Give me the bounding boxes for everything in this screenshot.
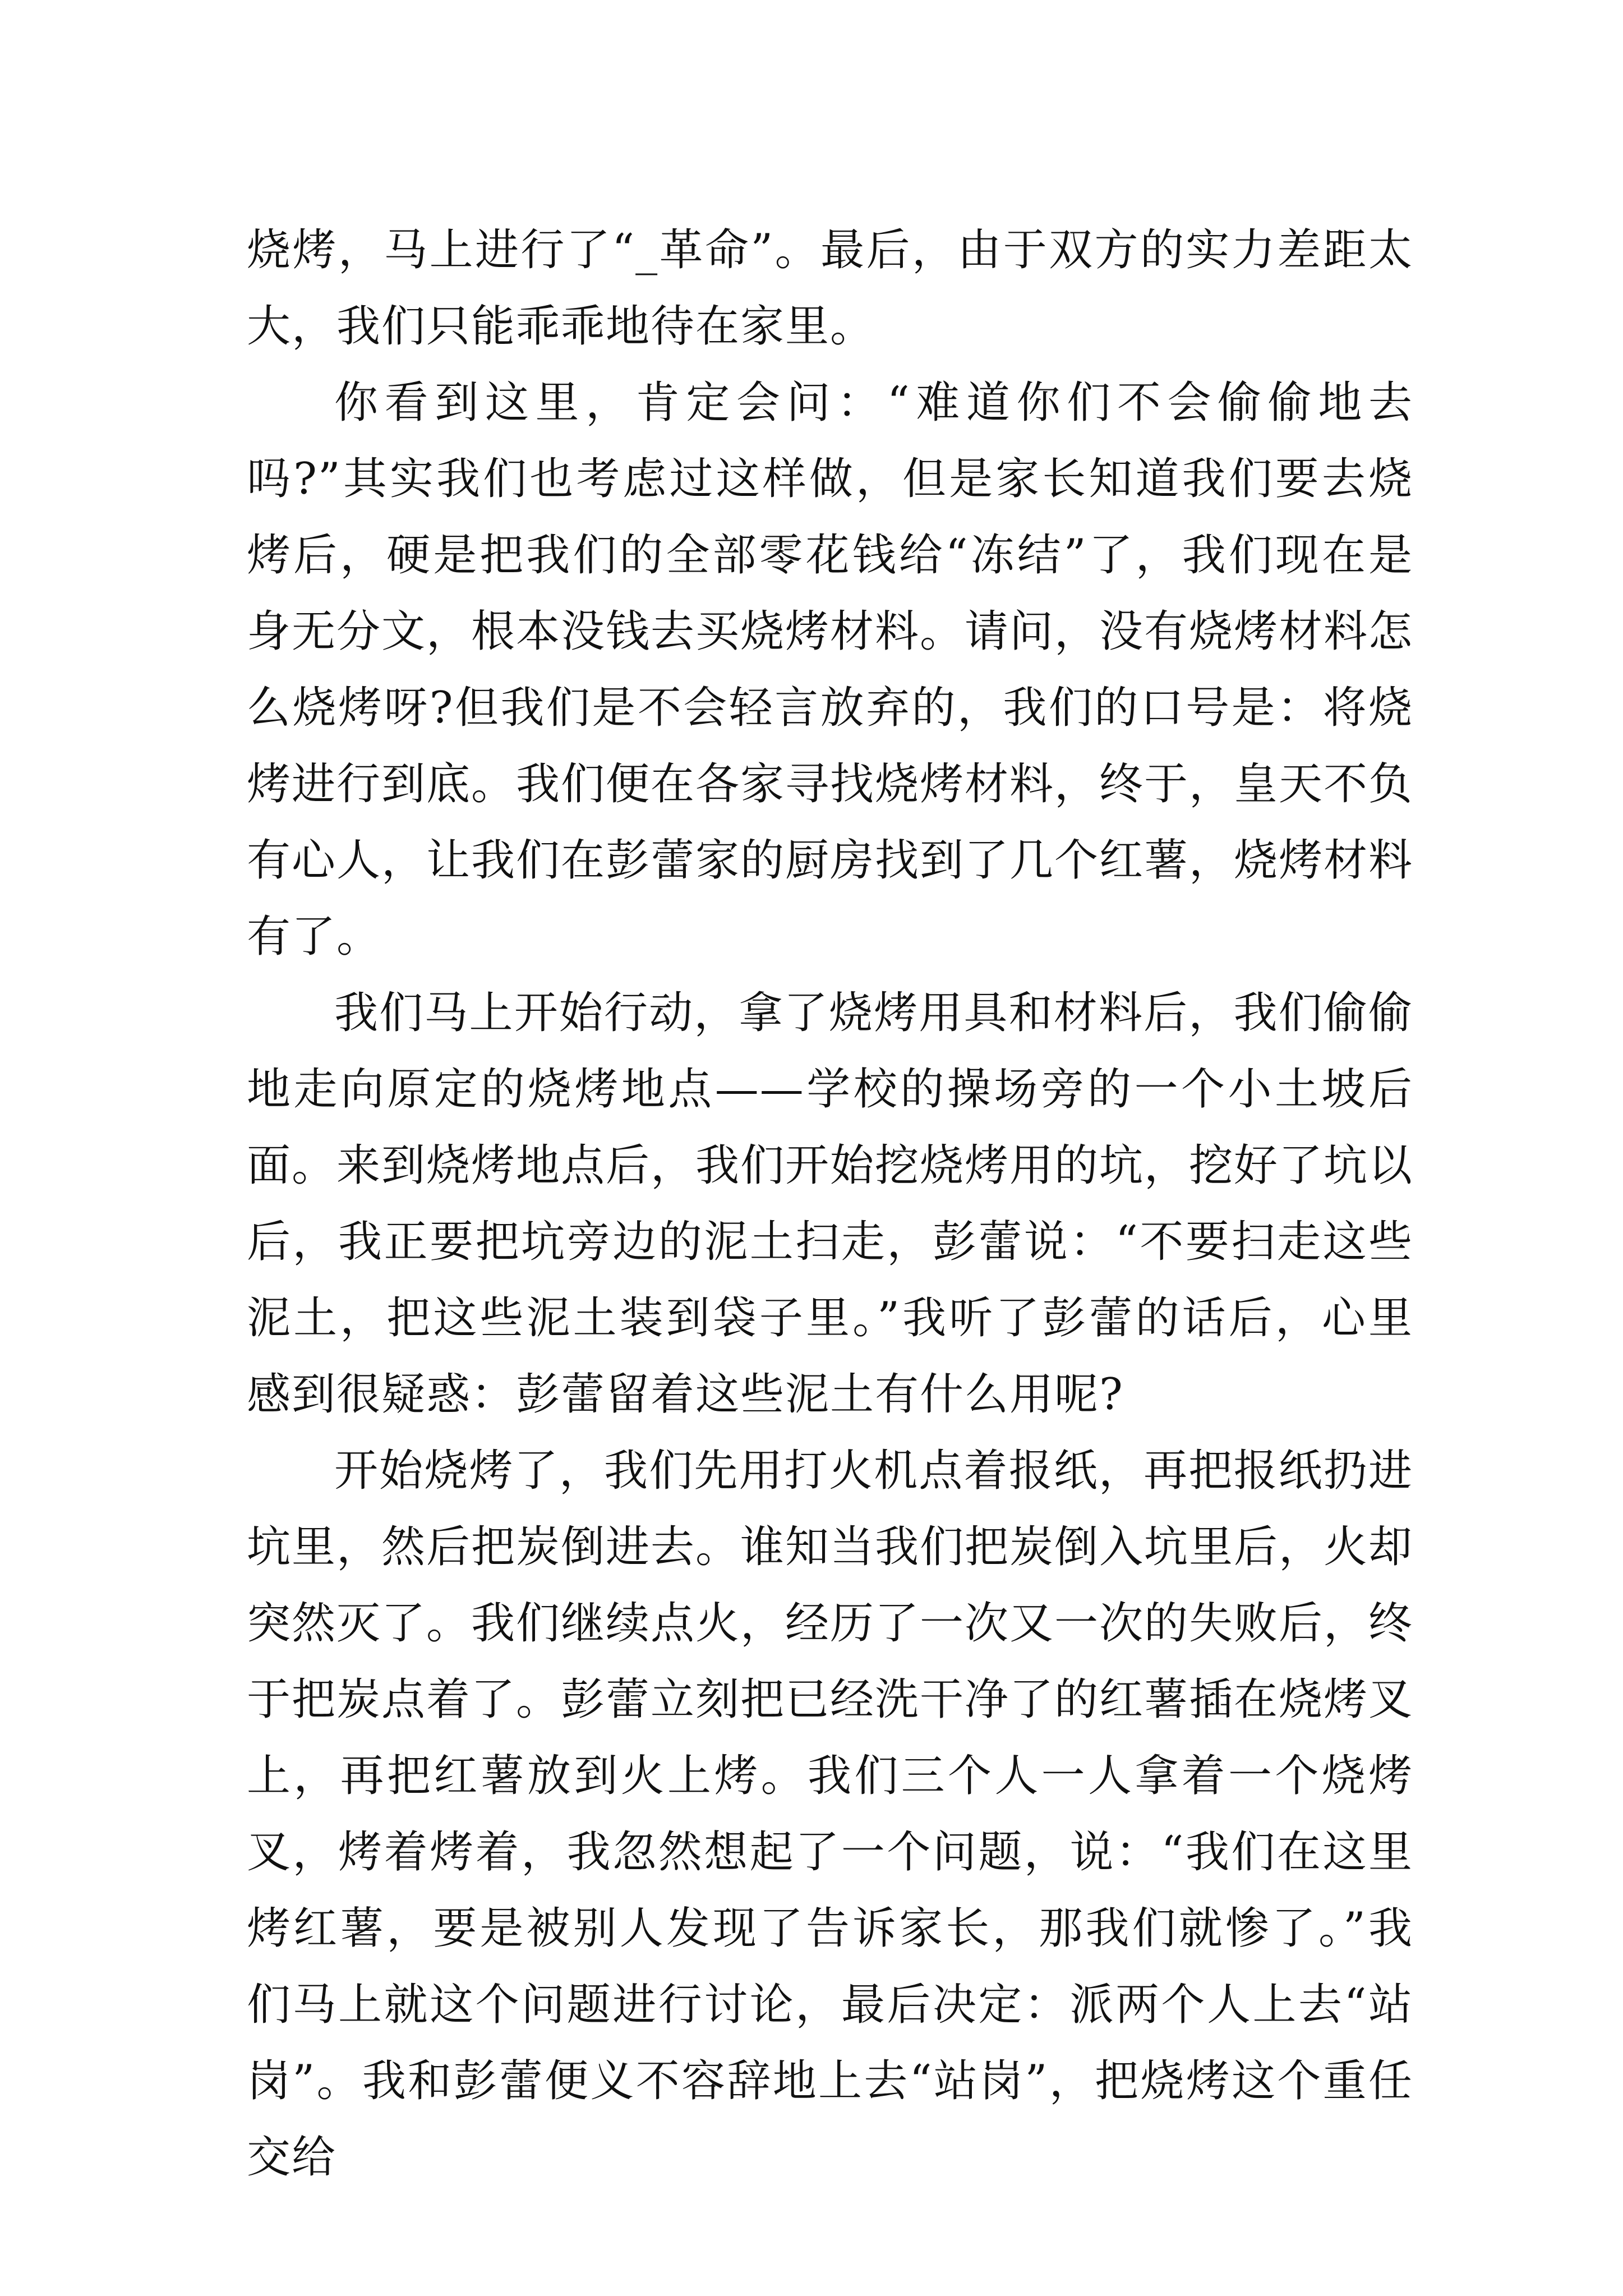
paragraph-3: 我们马上开始行动，拿了烧烤用具和材料后，我们偷偷地走向原定的烧烤地点——学校的操场旁的一个小土坡后面。来到烧烤地点后，我们开始挖烧烤用的坑，挖好了坑以后，我正要把坑旁边的泥土扫走，彭蕾说：“不要扫走这些泥土，把这些泥土装到袋子里。”我听了彭蕾的话后，心里感到很疑惑：彭蕾留着这些泥土有什么用呢?	[247, 988, 1414, 1420]
paragraph-1: 烧烤，马上进行了“_革命”。最后，由于双方的实力差距太大，我们只能乖乖地待在家里。	[247, 225, 1413, 352]
paragraph-2: 你看到这里，肯定会问：“难道你们不会偷偷地去吗?”其实我们也考虑过这样做，但是家长知道我们要去烧烤后，硬是把我们的全部零花钱给“冻结”了，我们现在是身无分文，根本没钱去买烧烤材料。请问，没有烧烤材料怎么烧烤呀?但我们是不会轻言放弃的，我们的口号是：将烧烤进行到底。我们便在各家寻找烧烤材料，终于，皇天不负有心人，让我们在彭蕾家的厨房找到了几个红薯，烧烤材料有了。	[247, 378, 1414, 962]
body-text	[247, 212, 1413, 2196]
paragraph-4: 开始烧烤了，我们先用打火机点着报纸，再把报纸扔进坑里，然后把炭倒进去。谁知当我们把炭倒入坑里后，火却突然灭了。我们继续点火，经历了一次又一次的失败后，终于把炭点着了。彭蕾立刻把已经洗干净了的红薯插在烧烤叉上，再把红薯放到火上烤。我们三个人一人拿着一个烧烤叉，烤着烤着，我忽然想起了一个问题，说：“我们在这里烤红薯，要是被别人发现了告诉家长，那我们就惨了。”我们马上就这个问题进行讨论，最后决定：派两个人上去“站岗”。我和彭蕾便义不容辞地上去“站岗”，把烧烤这个重任交给	[247, 1446, 1414, 2183]
